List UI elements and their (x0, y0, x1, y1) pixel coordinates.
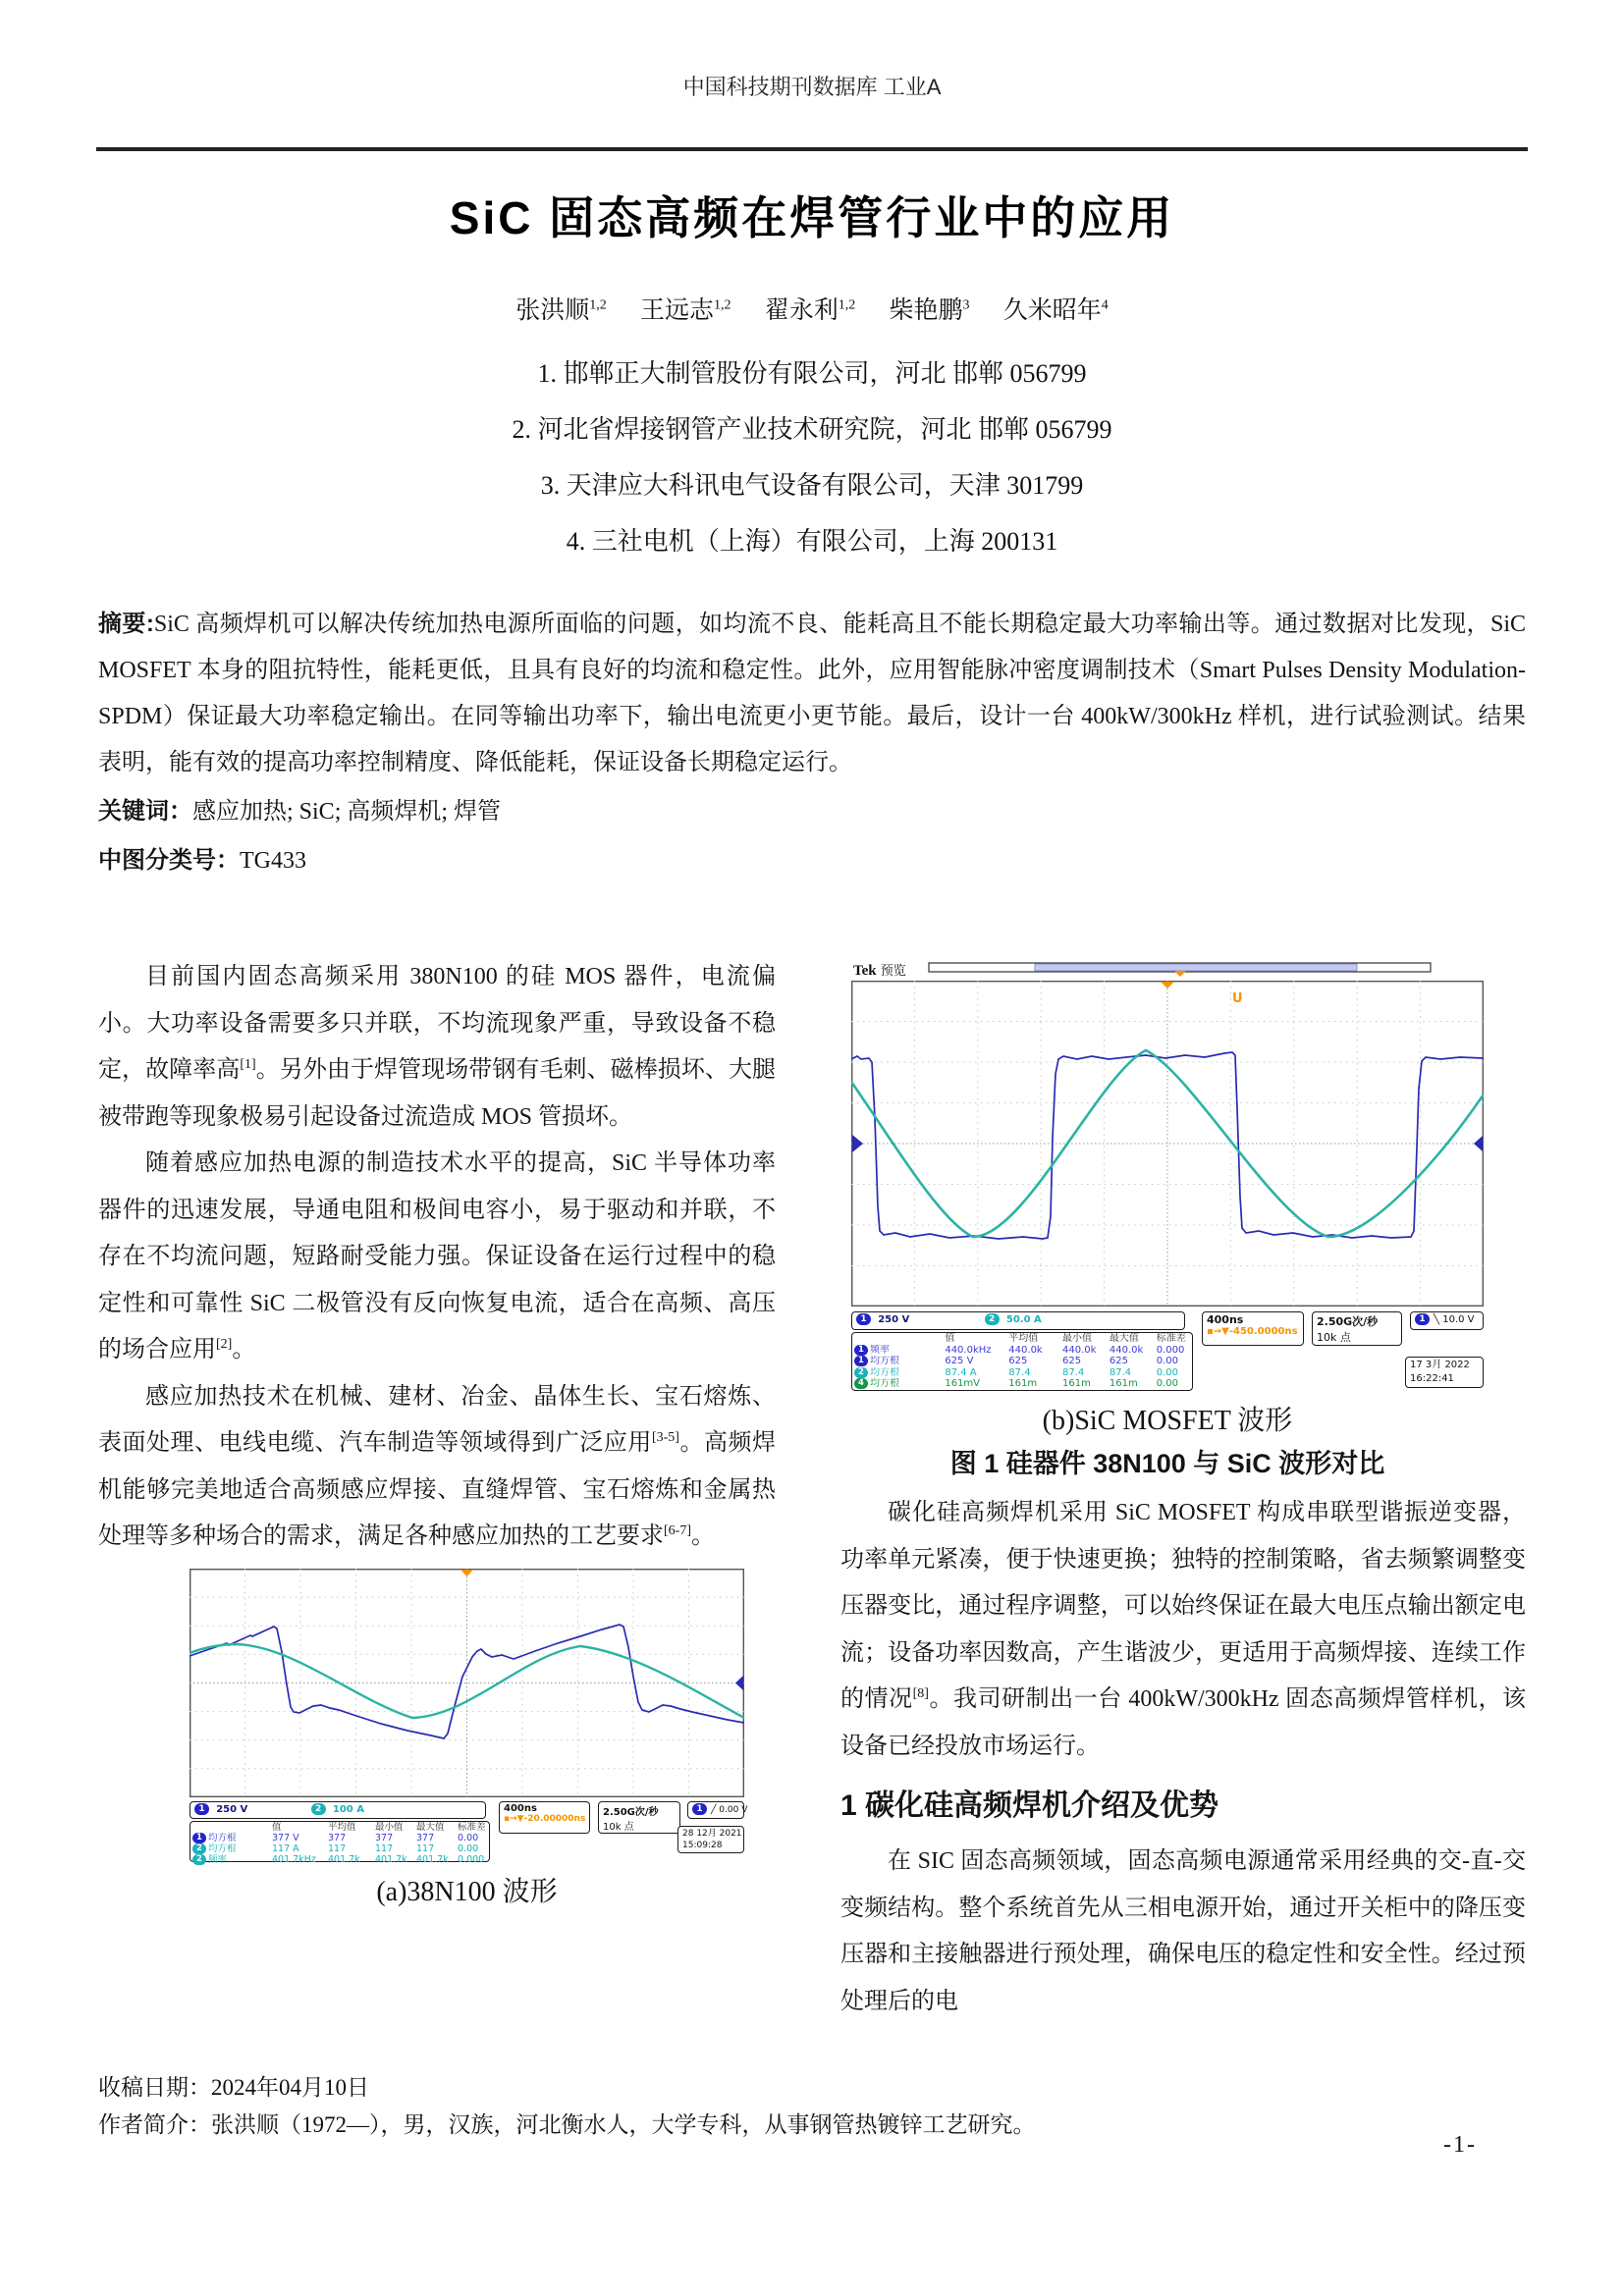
measurement-table: 值 平均值 最小值 最大值 标准差 1 频率 440.0kHz 440.0k 440.0k 440.0k 0.000 1 均方根 625 V 625 625 625 0.00 2 均方根 87.4 A 87.4 87.4 87.4 0.00 4 均方根 161mV 161m 161m 161m 0.00 (851, 1332, 1193, 1391)
body-paragraph: 在 SIC 固态高频领域，固态高频电源通常采用经典的交-直-交变频结构。整个系统首先从三相电源开始，通过开关柜中的降压变压器和主接触器进行预处理，确保电压的稳定性和安全性。经过预处理后的电 (840, 1848, 1526, 2014)
clc-label: 中图分类号： (98, 847, 240, 874)
datetime-readout: 28 12月 2021 15:09:28 (677, 1826, 744, 1853)
figure-1a-oscilloscope (189, 1569, 748, 1865)
keywords-line: 关键词：感应加热; SiC; 高频焊机; 焊管 (98, 798, 502, 825)
page-number: -1- (1443, 2132, 1477, 2158)
author: 柴艳鹏$^3$ (889, 297, 970, 324)
timebase-readout: 400ns ▪→▼-450.0000ns (1202, 1311, 1304, 1346)
trigger-slope-icon: ╲ (1434, 1314, 1440, 1325)
author-affiliation-sup: 4 (1101, 297, 1109, 313)
clc-line: 中图分类号：TG433 (98, 847, 306, 874)
u-marker: U (1232, 991, 1243, 1006)
author: 翟永利$^{1,2}$ (764, 297, 856, 324)
sample-rate-readout: 2.50G次/秒 10k 点 (598, 1801, 680, 1834)
affiliation-2: 2. 河北省焊接钢管产业技术研究院，河北 邯郸 056799 (512, 415, 1112, 444)
author-affiliation-sup: 1,2 (838, 297, 856, 313)
body-paragraph: 目前国内固态高频采用 380N100 的硅 MOS 器件，电流偏小。大功率设备需要多只并联，不均流现象严重，导致设备不稳定，故障率高[1]。另外由于焊管现场带钢有毛刺、磁棒损坏、大腿被带跑等现象极易引起设备过流造成 MOS 管损坏。 (98, 964, 776, 1130)
figure-1b-caption: (b)SiC MOSFET 波形 (1042, 1406, 1293, 1436)
affiliation-list (0, 346, 1624, 569)
abstract-text: 摘要:SiC 高频焊机可以解决传统加热电源所面临的问题，如均流不良、能耗高且不能长期稳定最大功率输出等。通过数据对比发现，SiC MOSFET 本身的阻抗特性，能耗更低，且具有良好的均流和稳定性。此外，应用智能脉冲密度调制技术（Smart Pulses Density Modulation-SPDM）保证最大功率稳定输出。在同等输出功率下，输出电流更小更节能。最后，设计一台 400kW/300kHz 样机，进行试验测试。结果表明，能有效的提高功率控制精度、降低能耗，保证设备长期稳定运行。 (98, 611, 1526, 775)
paper-title: SiC 固态高频在焊管行业中的应用 (449, 192, 1175, 243)
author: 张洪顺$^{1,2}$ (515, 297, 607, 324)
trigger-bar-marker-icon (1174, 971, 1186, 977)
body-paragraph: 感应加热技术在机械、建材、冶金、晶体生长、宝石熔炼、表面处理、电线电缆、汽车制造等领域得到广泛应用[3-5]。高频焊机能够完美地适合高频感应焊接、直缝焊管、宝石熔炼和金属热处理等多种场合的需求，满足各种感应加热的工艺要求[6-7]。 (98, 1383, 777, 1549)
trigger-source-badge: 1 (692, 1803, 707, 1815)
trigger-position-readout: ▪→▼-450.0000ns (1207, 1326, 1298, 1337)
affiliation-4: 4. 三社电机（上海）有限公司，上海 200131 (566, 527, 1058, 556)
channel-2-badge: 2 (311, 1803, 326, 1815)
author-list (0, 291, 1624, 326)
affiliation-1: 1. 邯郸正大制管股份有限公司，河北 邯郸 056799 (537, 359, 1087, 388)
channel-scale-readout: 1 250 V 2 50.0 A (851, 1311, 1185, 1330)
channel-1-badge: 1 (856, 1313, 871, 1325)
author-affiliation-sup: 1,2 (713, 297, 731, 313)
figure-1b-oscilloscope (851, 956, 1484, 1392)
channel-1-badge: 1 (194, 1803, 209, 1815)
section-1-heading: 1 碳化硅高频焊机介绍及优势 (840, 1789, 1219, 1822)
body-paragraph: 碳化硅高频焊机采用 SiC MOSFET 构成串联型谐振逆变器，功率单元紧凑，便于快速更换；独特的控制策略，省去频繁调整变压器变比，通过程序调整，可以始终保证在最大电压点输出额定电流；设备功率因数高，产生谐波少，更适用于高频焊接、连续工作的情况[8]。我司研制出一台 400kW/300kHz 固态高频焊管样机，该设备已经投放市场运行。 (840, 1500, 1527, 1759)
abstract-label: 摘要: (98, 611, 154, 637)
timebase-readout: 400ns ▪→▼-20.00000ns (499, 1801, 590, 1834)
author-bio-line: 作者简介：张洪顺（1972—），男，汉族，河北衡水人，大学专科，从事钢管热镀锌工艺研究。 (98, 2112, 1036, 2137)
author-affiliation-sup: 1,2 (589, 297, 607, 313)
received-date-line: 收稿日期：2024年04月10日 (98, 2075, 369, 2100)
channel-2-badge: 2 (985, 1313, 1000, 1325)
datetime-readout: 17 3月 2022 16:22:41 (1405, 1357, 1484, 1388)
author: 久米昭年$^4$ (1002, 297, 1109, 324)
trigger-readout: 1 ╱ 0.00 V (687, 1801, 744, 1819)
footer (98, 2069, 1526, 2144)
channel-scale-readout: 1 250 V 2 100 A (189, 1801, 486, 1819)
left-column (98, 954, 776, 1912)
journal-header: 中国科技期刊数据库 工业A (682, 75, 942, 99)
author-affiliation-sup: 3 (962, 297, 970, 313)
author: 王远志$^{1,2}$ (639, 297, 731, 324)
abstract-block (98, 601, 1526, 884)
trigger-slope-icon: ╱ (711, 1804, 717, 1815)
figure-1a-caption: (a)38N100 波形 (376, 1876, 558, 1907)
trigger-readout: 1 ╲ 10.0 V (1410, 1311, 1484, 1330)
measurement-table: 值 平均值 最小值 最大值 标准差 1 均方根 377 V 377 377 377 0.00 2 均方根 117 A 117 117 117 0.00 2 频率 401.7kHz 401.7k 401.7k 401.7k 0.000 (189, 1821, 490, 1862)
tek-preview-label: Tek 预览 (853, 963, 906, 979)
acquisition-position-bar (851, 958, 1484, 978)
keywords-label: 关键词： (98, 798, 192, 825)
body-paragraph: 随着感应加热电源的制造技术水平的提高，SiC 半导体功率器件的迅速发展，导通电阻和极间电容小，易于驱动和并联，不存在不均流问题，短路耐受能力强。保证设备在运行过程中的稳定性和可靠性 SiC 二极管没有反向恢复电流，适合在高频、高压的场合应用[2]。 (98, 1150, 776, 1362)
trigger-source-badge: 1 (1415, 1313, 1430, 1325)
trigger-position-readout: ▪→▼-20.00000ns (504, 1813, 586, 1824)
oscilloscope-grid-b (851, 981, 1484, 1307)
figure-1-caption: 图 1 硅器件 38N100 与 SiC 波形对比 (949, 1449, 1385, 1478)
header-rule (96, 147, 1528, 151)
affiliation-3: 3. 天津应大科讯电气设备有限公司，天津 301799 (540, 471, 1084, 500)
sample-rate-readout: 2.50G次/秒 10k 点 (1312, 1311, 1402, 1346)
oscilloscope-grid-a (189, 1569, 744, 1797)
right-column (840, 954, 1526, 2025)
